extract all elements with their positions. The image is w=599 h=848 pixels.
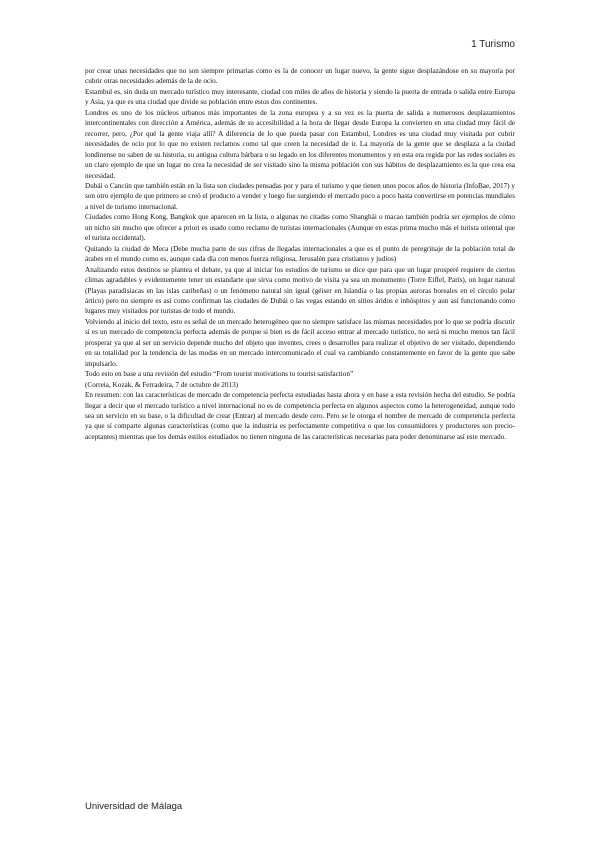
paragraph: Quitando la ciudad de Meca (Debe mucha parte de sus cifras de llegadas internacionales a que es el punto de peregrinaje de la población total de árabes en el mundo como es, aunque cada día con menos fuerza religiosa, Jerusalén para cristianos y judíos): [85, 244, 515, 264]
paragraph: Estambul es, sin duda un mercado turístico muy interesante, ciudad con miles de años de historia y siendo la puerta de entrada o salida entre Europa y Asia, ya que es una ciudad que divide su población entre estos dos continentes.: [85, 87, 515, 107]
paragraph: por crear unas necesidades que no son siempre primarias como es la de conocer un lugar nuevo, la gente sigue desplazándose en su mayoría por cubrir otras necesidades además de la de ocio.: [85, 67, 515, 86]
paragraph: Volviendo al inicio del texto, esto es señal de un mercado heterogéneo que no siempre satisface las mismas necesidades por lo que se podría discutir si es un mercado de competencia perfecta además de porque si bien es de fácil acceso entrar al mercado turístico, no será ni mucho menos tan fácil prosperar ya que al ser un servicio depende mucho del objeto que inventes, crees o desarrolles para realizar el objetivo de ser visitado, dependiendo en su totalidad por la tendencia de las modas en un mercado intercomunicado el cual va cambiando constantemente en favor de la gente que sabe impulsarlo.: [85, 317, 515, 368]
document-body: [85, 66, 515, 442]
citation: (Correia, Kozak, & Ferradeira, 7 de octubre de 2013): [85, 380, 239, 389]
paragraph: Todo esto en base a una revisión del estudio “From tourist motivations to tourist satisfaction”: [85, 370, 354, 379]
running-header: 1 Turismo: [471, 39, 515, 50]
paragraph: Analizando estos destinos se plantea el debate, ya que al iniciar los estudios de turismo se dice que para que un lugar prosperé requiere de ciertos climas agradables y evidentemente tener un estandarte que sirva como motivo de visita ya sea un monumento (Torre Eiffel, París), un lugar natural (Playas paradisiacas en las islas caribeñas) o un fenómeno natural sin igual (géiser en Islandia o las propias auroras boreales en el círculo polar ártico) pero no siempre es así como confirman las ciudades de Dubái o las vegas estando en sitios áridos e inhóspitos y aun así funcionando como lugares muy visitados por turistas de todo el mundo.: [85, 265, 515, 316]
paragraph: Londres es uno de los núcleos urbanos más importantes de la zona europea y a su vez es la puerta de salida a numerosos desplazamientos intercontinentales con dirección a América, además de su accesibilidad a la hora de llegar desde Europa la convierten en una ciudad muy fácil de recorrer, pero, ¿Por qué la gente viaja allí? A diferencia de lo que pueda pasar con Estambul, Londres es una ciudad muy visitada por cubrir necesidades de ocio por lo que no existen reclamos como tal que creen la necesidad de ir. La mayoría de la gente que se desplaza a la ciudad londinense no saben de su historia, su antigua cultura bárbara o su legado en los diferentes monumentos y en esta era regida por las redes sociales es un claro ejemplo de que un lugar no crea la necesidad de ser visitado sino la misma población con sus hábitos de desplazamiento es la que crea esa necesidad.: [85, 108, 515, 180]
paragraph: En resumen: con las características de mercado de competencia perfecta estudiadas hasta ahora y en base a esta revisión hecha del estudio. Se podría llegar a decir que el mercado turístico a nivel internacional no es de competencia perfecta en algunos aspectos como la heterogeneidad, aunque todo sea un servicio en su base, o la dificultad de crear (Entrar) al mercado desde cero. Pero se le otorga el nombre de mercado de competencia perfecta ya que sí comparte algunas características (como que la industria es perfectamente competitiva o que los consumidores y productores son precio-aceptantes) mientras que los demás estilos estudiados no tienen ninguna de las características necesarias para poder denominarse así este mercado.: [85, 391, 515, 441]
paragraph: Ciudades como Hong Kong, Bangkok que aparecen en la lista, o algunas no citadas como Shanghái o macao también podría ser ejemplos de cómo un nicho sin mucho que ofrecer a priori es usado como reclamo de turistas internacionales (Aunque en estas prima mucho más el turista oriental que el turista occidental).: [85, 213, 515, 243]
paragraph: Dubái o Cancún que también están en la lista son ciudades pensadas por y para el turismo y que tienen unos pocos años de historia (InfoBae, 2017) y son otro ejemplo de que primero se creó el producto a vender y luego fue surgiendo el mercado poco a poco hasta convertirse en potencias mundiales a nivel de turismo internacional.: [85, 181, 515, 211]
page-footer: Universidad de Málaga: [85, 801, 183, 812]
